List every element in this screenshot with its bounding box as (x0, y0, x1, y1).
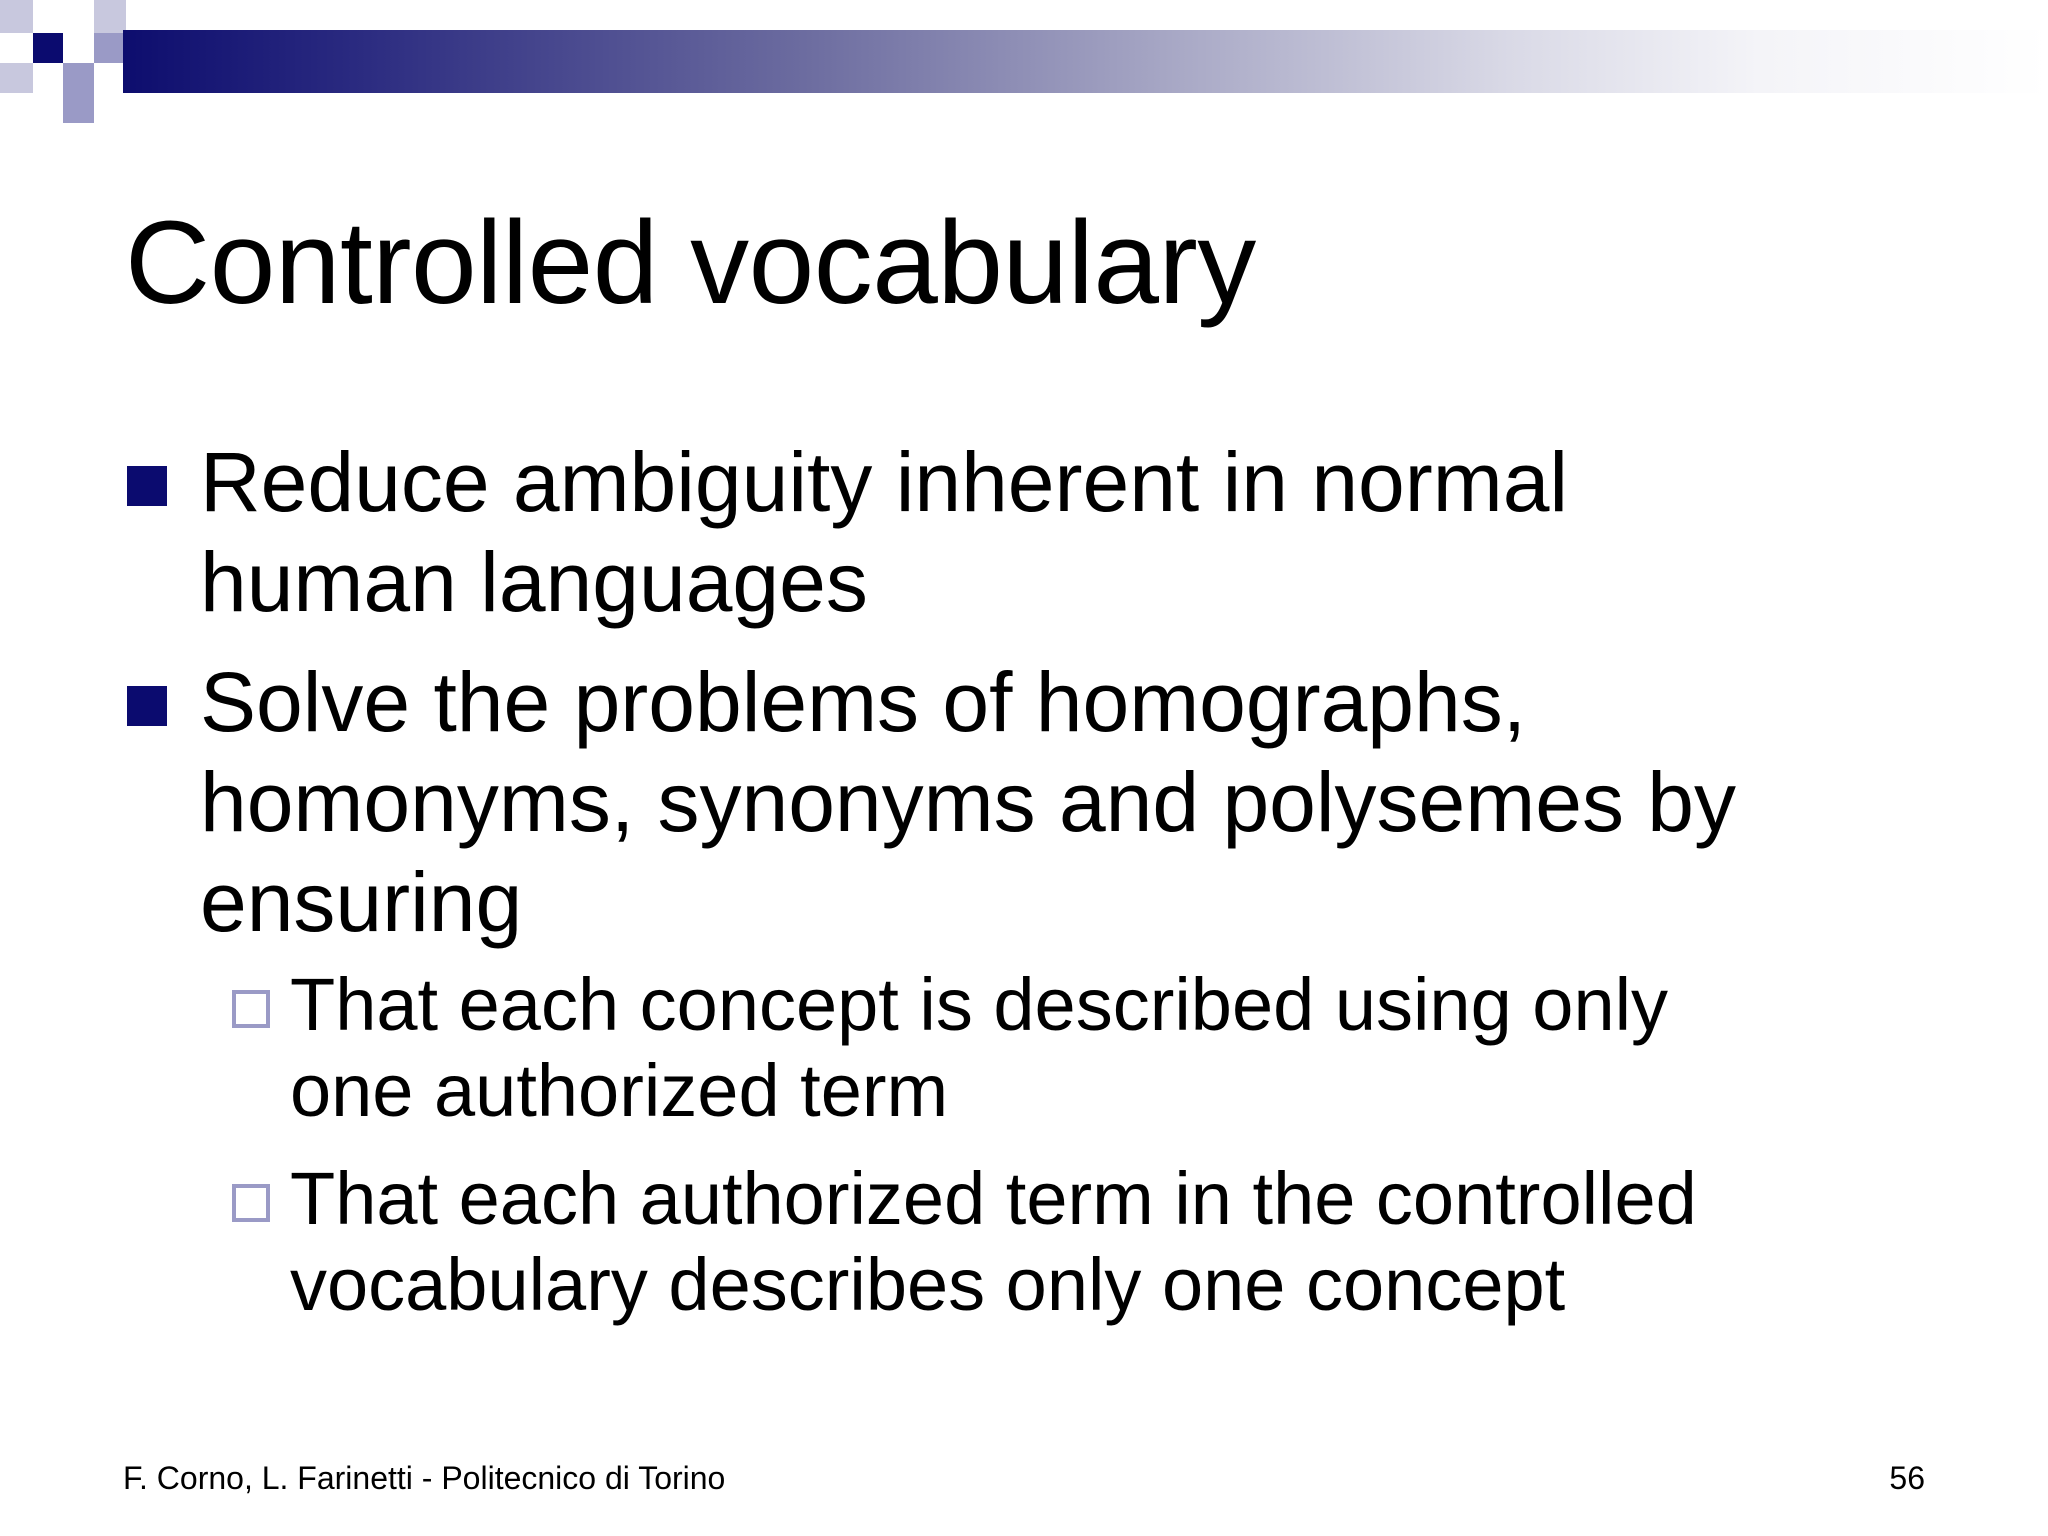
bullet-text-line: homonyms, synonyms and polysemes by (200, 755, 1736, 849)
sub-bullet-text-line: one authorized term (290, 1049, 949, 1132)
hollow-square-bullet-icon (232, 990, 270, 1028)
decorative-square (0, 63, 33, 93)
sub-bullet-item (290, 962, 1668, 1134)
header-gradient-bar (123, 30, 2048, 93)
decorative-square (94, 0, 126, 33)
bullet-text-line: ensuring (200, 855, 523, 949)
filled-square-bullet-icon (127, 686, 167, 726)
sub-bullet-text-line: That each authorized term in the controlled (290, 1157, 1697, 1240)
decorative-square (33, 63, 63, 93)
decorative-square (0, 0, 33, 33)
slide-title: Controlled vocabulary (125, 197, 1256, 329)
slide-page-number: 56 (1889, 1460, 1925, 1496)
bullet-text-line: human languages (200, 535, 868, 629)
decorative-square (63, 93, 94, 123)
sub-bullet-item (290, 1156, 1697, 1328)
sub-bullet-text-line: That each concept is described using only (290, 963, 1669, 1046)
filled-square-bullet-icon (127, 466, 167, 506)
decorative-square (63, 63, 94, 93)
bullet-text-line: Reduce ambiguity inherent in normal (200, 435, 1569, 529)
footer-authors: F. Corno, L. Farinetti - Politecnico di Torino (123, 1460, 726, 1496)
bullet-text-line: Solve the problems of homographs, (200, 655, 1527, 749)
decorative-square (63, 33, 94, 63)
hollow-square-bullet-icon (232, 1184, 270, 1222)
bullet-item (200, 652, 1736, 952)
header-decoration (0, 0, 2048, 130)
sub-bullet-text-line: vocabulary describes only one concept (290, 1243, 1566, 1326)
bullet-item (200, 432, 1568, 632)
decorative-square (33, 33, 63, 63)
